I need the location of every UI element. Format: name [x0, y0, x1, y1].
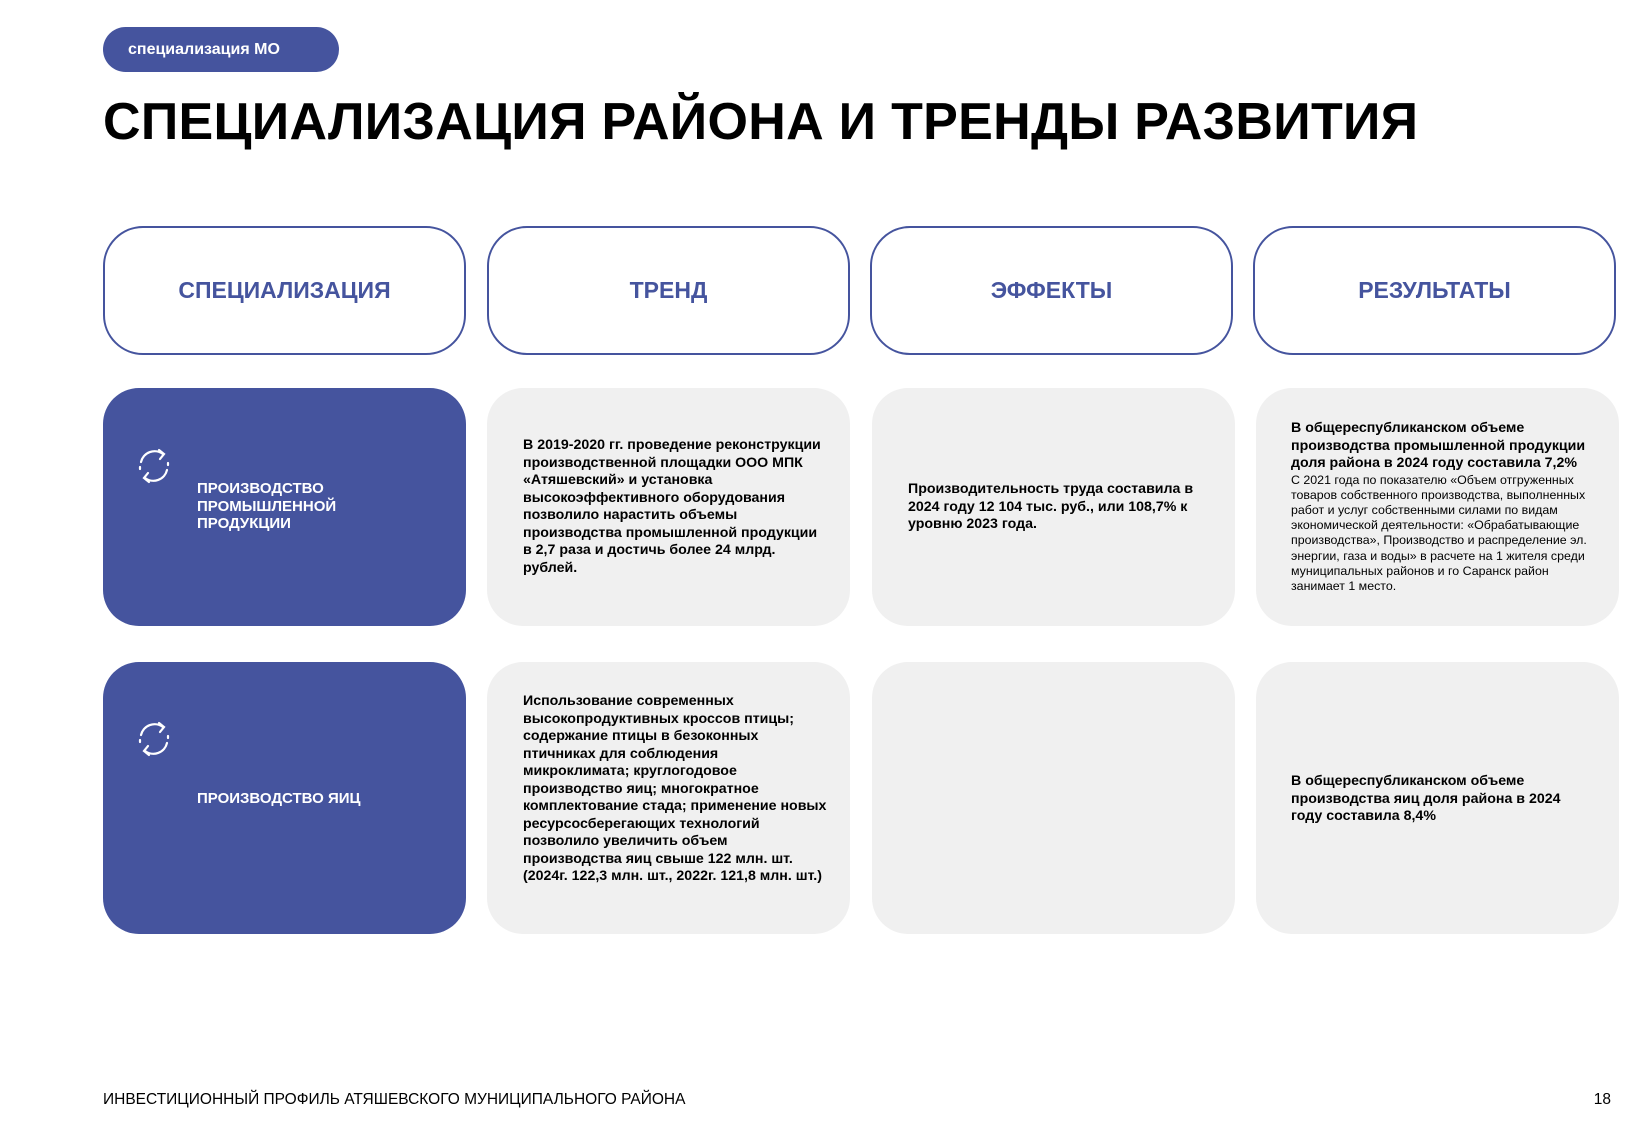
results-note: С 2021 года по показателю «Объем отгруженных товаров собственного производства, выполненных работ и услуг собственными силами по видам экономической деятельности: «Обрабатывающие производства», Производство и распределение эл. энергии, газа и воды» в расчете на 1 жителя среди муниципальных районов и го Саранск район занимает 1 место. [1291, 472, 1587, 593]
page-title: СПЕЦИАЛИЗАЦИЯ РАЙОНА И ТРЕНДЫ РАЗВИТИЯ [103, 93, 1419, 151]
specialization-label: ПРОИЗВОДСТВО ПРОМЫШЛЕННОЙ ПРОДУКЦИИ [197, 480, 337, 532]
results-text: В общереспубликанском объеме производства яиц доля района в 2024 году составила 8,4% [1291, 773, 1561, 824]
specialization-label: ПРОИЗВОДСТВО ЯИЦ [197, 790, 361, 807]
page-number: 18 [1593, 1091, 1611, 1108]
section-badge: специализация МО [103, 27, 339, 72]
header-results: РЕЗУЛЬТАТЫ [1253, 226, 1616, 355]
specialization-card [103, 388, 466, 626]
results-card [1256, 662, 1619, 934]
results-headline: В общереспубликанском объеме производства промышленной продукции доля района в 2024 году составила 7,2% [1291, 420, 1586, 471]
refresh-cycle-icon [133, 445, 175, 487]
footer-text: ИНВЕСТИЦИОННЫЙ ПРОФИЛЬ АТЯШЕВСКОГО МУНИЦИПАЛЬНОГО РАЙОНА [103, 1091, 686, 1108]
trend-text: В 2019-2020 гг. проведение реконструкции производственной площадки ООО МПК «Атяшевский» и установка высокоэффективного оборудования позволило нарастить объемы производства промышленной продукции в 2,7 раза и достичь более 24 млрд. рублей. [523, 437, 821, 576]
refresh-cycle-icon [133, 718, 175, 760]
trend-card [487, 388, 850, 626]
header-trend: ТРЕНД [487, 226, 850, 355]
effects-card [872, 662, 1235, 934]
header-specialization: СПЕЦИАЛИЗАЦИЯ [103, 226, 466, 355]
effects-card [872, 388, 1235, 626]
header-effects: ЭФФЕКТЫ [870, 226, 1233, 355]
results-text [1291, 420, 1605, 594]
trend-text: Использование современных высокопродуктивных кроссов птицы; содержание птицы в безоконных птичниках для соблюдения микроклимата; круглогодовое производство яиц; многократное комплектование стада; применение новых ресурсосберегающих технологий позволило увеличить объем производства яиц свыше 122 млн. шт. (2024г. 122,3 млн. шт., 2022г. 121,8 млн. шт.) [523, 693, 827, 884]
specialization-card [103, 662, 466, 934]
trend-card [487, 662, 850, 934]
effects-text: Производительность труда составила в 2024 году 12 104 тыс. руб., или 108,7% к уровню 2023 года. [908, 481, 1194, 532]
results-card [1256, 388, 1619, 626]
